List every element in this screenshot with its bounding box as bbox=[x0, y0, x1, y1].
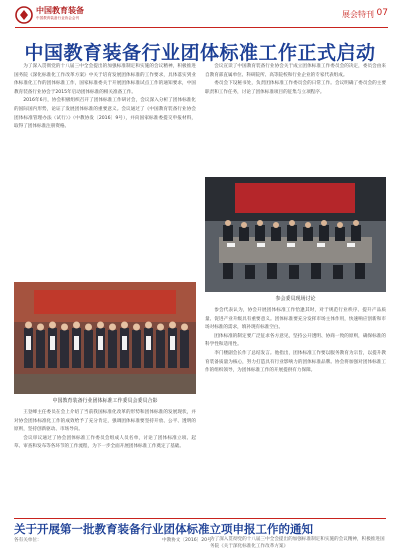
article-column-right-bottom bbox=[205, 307, 386, 513]
paragraph: 团体标准的制定要广泛征求各方意见，坚持公开透明、协商一致的原则，确保标准的科学性和适用性。 bbox=[205, 333, 386, 348]
paragraph: 为了深入贯彻党的十八届三中全会提出的加强标准制定和实施的会议精神，积极推进国务院《深化标准化工作改革方案》中关于培育发展团体标准的工作要求，具体落实到业体标准化工作的团体标准工作，国家标准委关于开展团体标准试点工作的通知要求，中国教育装备行业协会于2015年启动团体标准的相关准备工作。 bbox=[14, 64, 196, 95]
meeting-photo bbox=[205, 177, 386, 292]
page-number: 07 bbox=[376, 8, 388, 18]
magazine-subtitle: 中国教育装备行业协会会刊 bbox=[36, 16, 80, 20]
section-label: 展会特刊 bbox=[342, 10, 374, 19]
paragraph: 会议宣读了中国教育装备行业协会关于成立团体标准工作委员会的决定，委员会由来自教育部直属单位、科研院所、高等院校和行业企业的专家代表组成。 bbox=[205, 64, 386, 78]
notice-body: 为了深入贯彻党的十八届三中全会提出的加强标准制定和实施的会议精神，积极推进国务院《关于深化标准化工作改革方案》 bbox=[210, 537, 385, 549]
header-divider bbox=[15, 27, 388, 28]
paragraph: 王登峰主任委员在会上介绍了当前我国标准化改革的形势和团体标准的发展现状，并对协会团体标准化工作的成效给予了充分肯定，强调团体标准要坚持开放、公平、透明的原则，坚持创新驱动、市场导向。 bbox=[14, 410, 196, 433]
paragraph: 会议审议通过了协会团体标准工作委员会组成人员名单，讨论了团体标准立项、起草、审查和发布等各环节的工作流程，为下一步全面开展团体标准工作奠定了基础。 bbox=[14, 435, 196, 450]
notice-document-number: 中教协文〔2016〕20号 bbox=[162, 538, 212, 543]
article-column-right-top bbox=[205, 63, 386, 173]
article-title: 中国教育装备行业团体标准工作正式启动 bbox=[24, 42, 376, 64]
notice-title: 关于开展第一批教育装备行业团体标准立项申报工作的通知 bbox=[14, 522, 313, 536]
paragraph: 李门楼副会长作了总结发言。他指出，团体标准工作要以服务教育为宗旨，以提升教育装备质量为核心，努力打造具有行业影响力的团体标准品牌。协会将加强对团体标准工作的组织领导，为团体标准工作的开展提供有力保障。 bbox=[205, 350, 386, 374]
group-photo-caption: 中国教育装备行业团体标准工作委员会委员合影 bbox=[52, 398, 158, 404]
paragraph: 委员会下设秘书处，负责团体标准工作委员会的日常工作。会议明确了委员会的主要职责和工作任务，讨论了团体标准项目的征集与立项程序。 bbox=[205, 81, 386, 95]
paragraph: 2016年6月，协会积极组织召开了团体标准工作研讨会，会议深入分析了团体标准化的国际国内形势，论证了发展团体标准的重要意义。会议通过了《中国教育装备行业协会团体标准管理办法（试行）》（中教协发〔2016〕9号），并向国家标准委提交申报材料，取得了团体标准注册资格。 bbox=[14, 98, 196, 130]
page-header bbox=[0, 0, 400, 30]
magazine-name: 中国教育装备 bbox=[36, 6, 84, 15]
article-column-left-bottom bbox=[14, 409, 196, 513]
notice-divider bbox=[14, 518, 386, 519]
article-column-left-top bbox=[14, 63, 196, 279]
notice-addressee: 各有关单位： bbox=[14, 538, 42, 543]
association-logo-icon bbox=[15, 6, 33, 24]
group-photo bbox=[14, 282, 196, 394]
meeting-photo-caption: 参会委员现场讨论 bbox=[275, 296, 316, 302]
paragraph: 参会代表认为，协会开展团体标准工作恰逢其时，对于规范行业秩序、提升产品质量、促进产业升级具有重要意义。团体标准要充分发挥市场主体作用，快速响应创新和市场对标准的需求，填补现有标准空白。 bbox=[205, 308, 386, 331]
